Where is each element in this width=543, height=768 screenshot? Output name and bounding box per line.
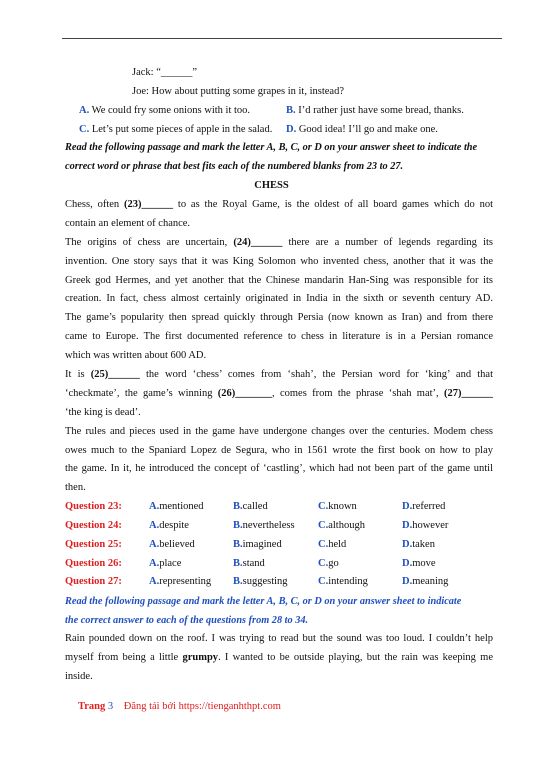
option-text: referred (412, 501, 446, 512)
dialogue-option-d (286, 124, 438, 135)
option-letter: C. (318, 539, 329, 550)
keyword-grumpy: grumpy (182, 651, 219, 663)
option-letter: B. (233, 576, 243, 587)
instruction-line: Read the following passage and mark the letter A, B, C, or D on your answer sheet to indicate (65, 596, 462, 607)
instruction-line: correct word or phrase that best fits each of the numbered blanks from 23 to 27. (65, 160, 404, 172)
option-text: I’d rather just have some bread, thanks. (298, 105, 464, 116)
question-23 (65, 501, 495, 519)
option-letter: B. (233, 558, 243, 569)
option-text: Good idea! I’ll go and make one. (298, 124, 438, 135)
instruction-line: the correct answer to each of the questions from 28 to 34. (65, 614, 309, 626)
passage-line (65, 234, 493, 253)
option-text: called (242, 501, 268, 512)
passage-line (65, 196, 493, 215)
text: . I wanted to be outside playing, but the rain was keeping me (218, 651, 493, 663)
blank-25: (25)______ (90, 369, 140, 381)
page-label: Trang (78, 701, 106, 712)
text: , comes from the phrase ‘shah mat’, (272, 387, 444, 399)
blank-27: (27)______ (444, 387, 493, 399)
option-letter: D. (402, 539, 413, 550)
option-text: known (328, 501, 357, 512)
option-text: although (328, 520, 365, 531)
dialogue-option-a (79, 105, 250, 116)
option-letter: B. (233, 520, 243, 531)
question-label: Question 25: (65, 539, 122, 550)
option-letter: D. (402, 520, 413, 531)
option-letter: B. (233, 501, 243, 512)
question-label: Question 24: (65, 520, 122, 531)
passage-line (65, 649, 493, 668)
passage-line: ‘the king is dead’. (65, 406, 141, 418)
option-text: go (328, 558, 339, 569)
text: The origins of chess are uncertain, (65, 236, 234, 248)
passage-line: invention. One story says that it was King Solomon who invented chess, another that it was the (65, 255, 493, 267)
passage-line: which was written about 600 AD. (65, 350, 207, 362)
question-label: Question 26: (65, 558, 122, 569)
text: Chess, often (65, 199, 125, 210)
instruction-23-27 (65, 139, 495, 177)
passage-line: then. (65, 482, 86, 494)
option-text: place (159, 558, 182, 569)
passage-line: Rain pounded down on the roof. I was trying to read but the sound was too loud. I couldn’t help (65, 633, 493, 644)
text: It is (65, 369, 91, 381)
dialogue-jack: Jack: “______” (132, 67, 198, 78)
option-letter: B. (233, 539, 243, 550)
passage-line: the game. In it, he introduced the concept of ‘castling’, which had not been part of the game until (65, 463, 493, 475)
option-letter: C. (318, 576, 329, 587)
page-number: 3 (107, 701, 114, 712)
passage-line: The game’s popularity then spread quickly through Persia (now known as Iran) and from there (65, 312, 493, 324)
question-25 (65, 539, 495, 557)
passage-line: The rules and pieces used in the game have undergone changes over the centuries. Modem chess (65, 425, 493, 437)
text: the word ‘chess’ comes from ‘shah’, the Persian word for ‘king’ and that (139, 369, 493, 381)
text: myself from being a little (65, 651, 183, 663)
option-letter: D. (286, 124, 297, 135)
source-link[interactable]: Đăng tải bởi https://tienganhthpt.com (123, 701, 281, 712)
dialogue-option-c (79, 124, 272, 135)
option-letter: A. (149, 539, 160, 550)
passage-line: contain an element of chance. (65, 217, 191, 229)
option-text: move (412, 558, 436, 569)
page-footer (78, 701, 281, 712)
option-text: meaning (412, 576, 449, 587)
option-letter: A. (149, 576, 160, 587)
dialogue-option-b (286, 105, 464, 116)
blank-24: (24)______ (233, 236, 283, 248)
option-text: taken (412, 539, 435, 550)
dialogue-joe: Joe: How about putting some grapes in it, instead? (132, 86, 345, 97)
chess-passage (65, 196, 493, 498)
passage-line: creation. In fact, chess almost certainly originated in India in the sixth or seventh century AD. (65, 293, 493, 305)
text: ‘checkmate’, the game’s winning (65, 387, 218, 399)
option-text: imagined (242, 539, 282, 550)
question-26 (65, 558, 495, 576)
passage-line (65, 385, 493, 404)
option-letter: D. (402, 558, 413, 569)
option-letter: A. (149, 520, 160, 531)
header-rule (62, 38, 502, 39)
question-label: Question 23: (65, 501, 122, 512)
blank-23: (23)______ (124, 199, 174, 210)
passage-line (65, 366, 493, 385)
question-24 (65, 520, 495, 538)
option-text: We could fry some onions with it too. (91, 105, 251, 116)
passage-line: owes much to the Spaniard Lopez de Segura, who in 1561 wrote the first book on how to play (65, 444, 493, 456)
option-letter: C. (79, 124, 90, 135)
option-text: however (412, 520, 449, 531)
passage-line: Greek god Hermes, and yet another that the Chinese mandarin Han-Sing was responsible for its (65, 274, 493, 286)
blank-26: (26)_______ (217, 387, 273, 399)
option-letter: A. (79, 105, 90, 116)
option-letter: C. (318, 558, 329, 569)
option-text: representing (159, 576, 212, 587)
option-text: suggesting (242, 576, 288, 587)
option-text: mentioned (159, 501, 204, 512)
option-text: nevertheless (242, 520, 295, 531)
rain-passage (65, 630, 493, 687)
option-text: Let’s put some pieces of apple in the salad. (91, 124, 273, 135)
option-letter: C. (318, 520, 329, 531)
option-letter: D. (402, 576, 413, 587)
option-letter: C. (318, 501, 329, 512)
passage-title: CHESS (254, 180, 289, 191)
text: there are a number of legends regarding its (282, 236, 493, 248)
option-text: stand (242, 558, 265, 569)
passage-line: inside. (65, 670, 93, 682)
option-letter: B. (286, 105, 296, 116)
question-27 (65, 576, 495, 594)
option-letter: D. (402, 501, 413, 512)
question-label: Question 27: (65, 576, 122, 587)
passage-line: came to Europe. The first documented reference to chess in literature is in a Persian romance (65, 331, 493, 343)
option-text: intending (328, 576, 368, 587)
option-letter: A. (149, 501, 160, 512)
instruction-line: Read the following passage and mark the letter A, B, C, or D on your answer sheet to indicate the (65, 142, 478, 153)
option-text: despite (159, 520, 189, 531)
text: to as the Royal Game, is the oldest of all board games which do not (173, 199, 493, 210)
instruction-28-34 (65, 593, 495, 631)
option-text: held (328, 539, 347, 550)
option-text: believed (159, 539, 195, 550)
option-letter: A. (149, 558, 160, 569)
